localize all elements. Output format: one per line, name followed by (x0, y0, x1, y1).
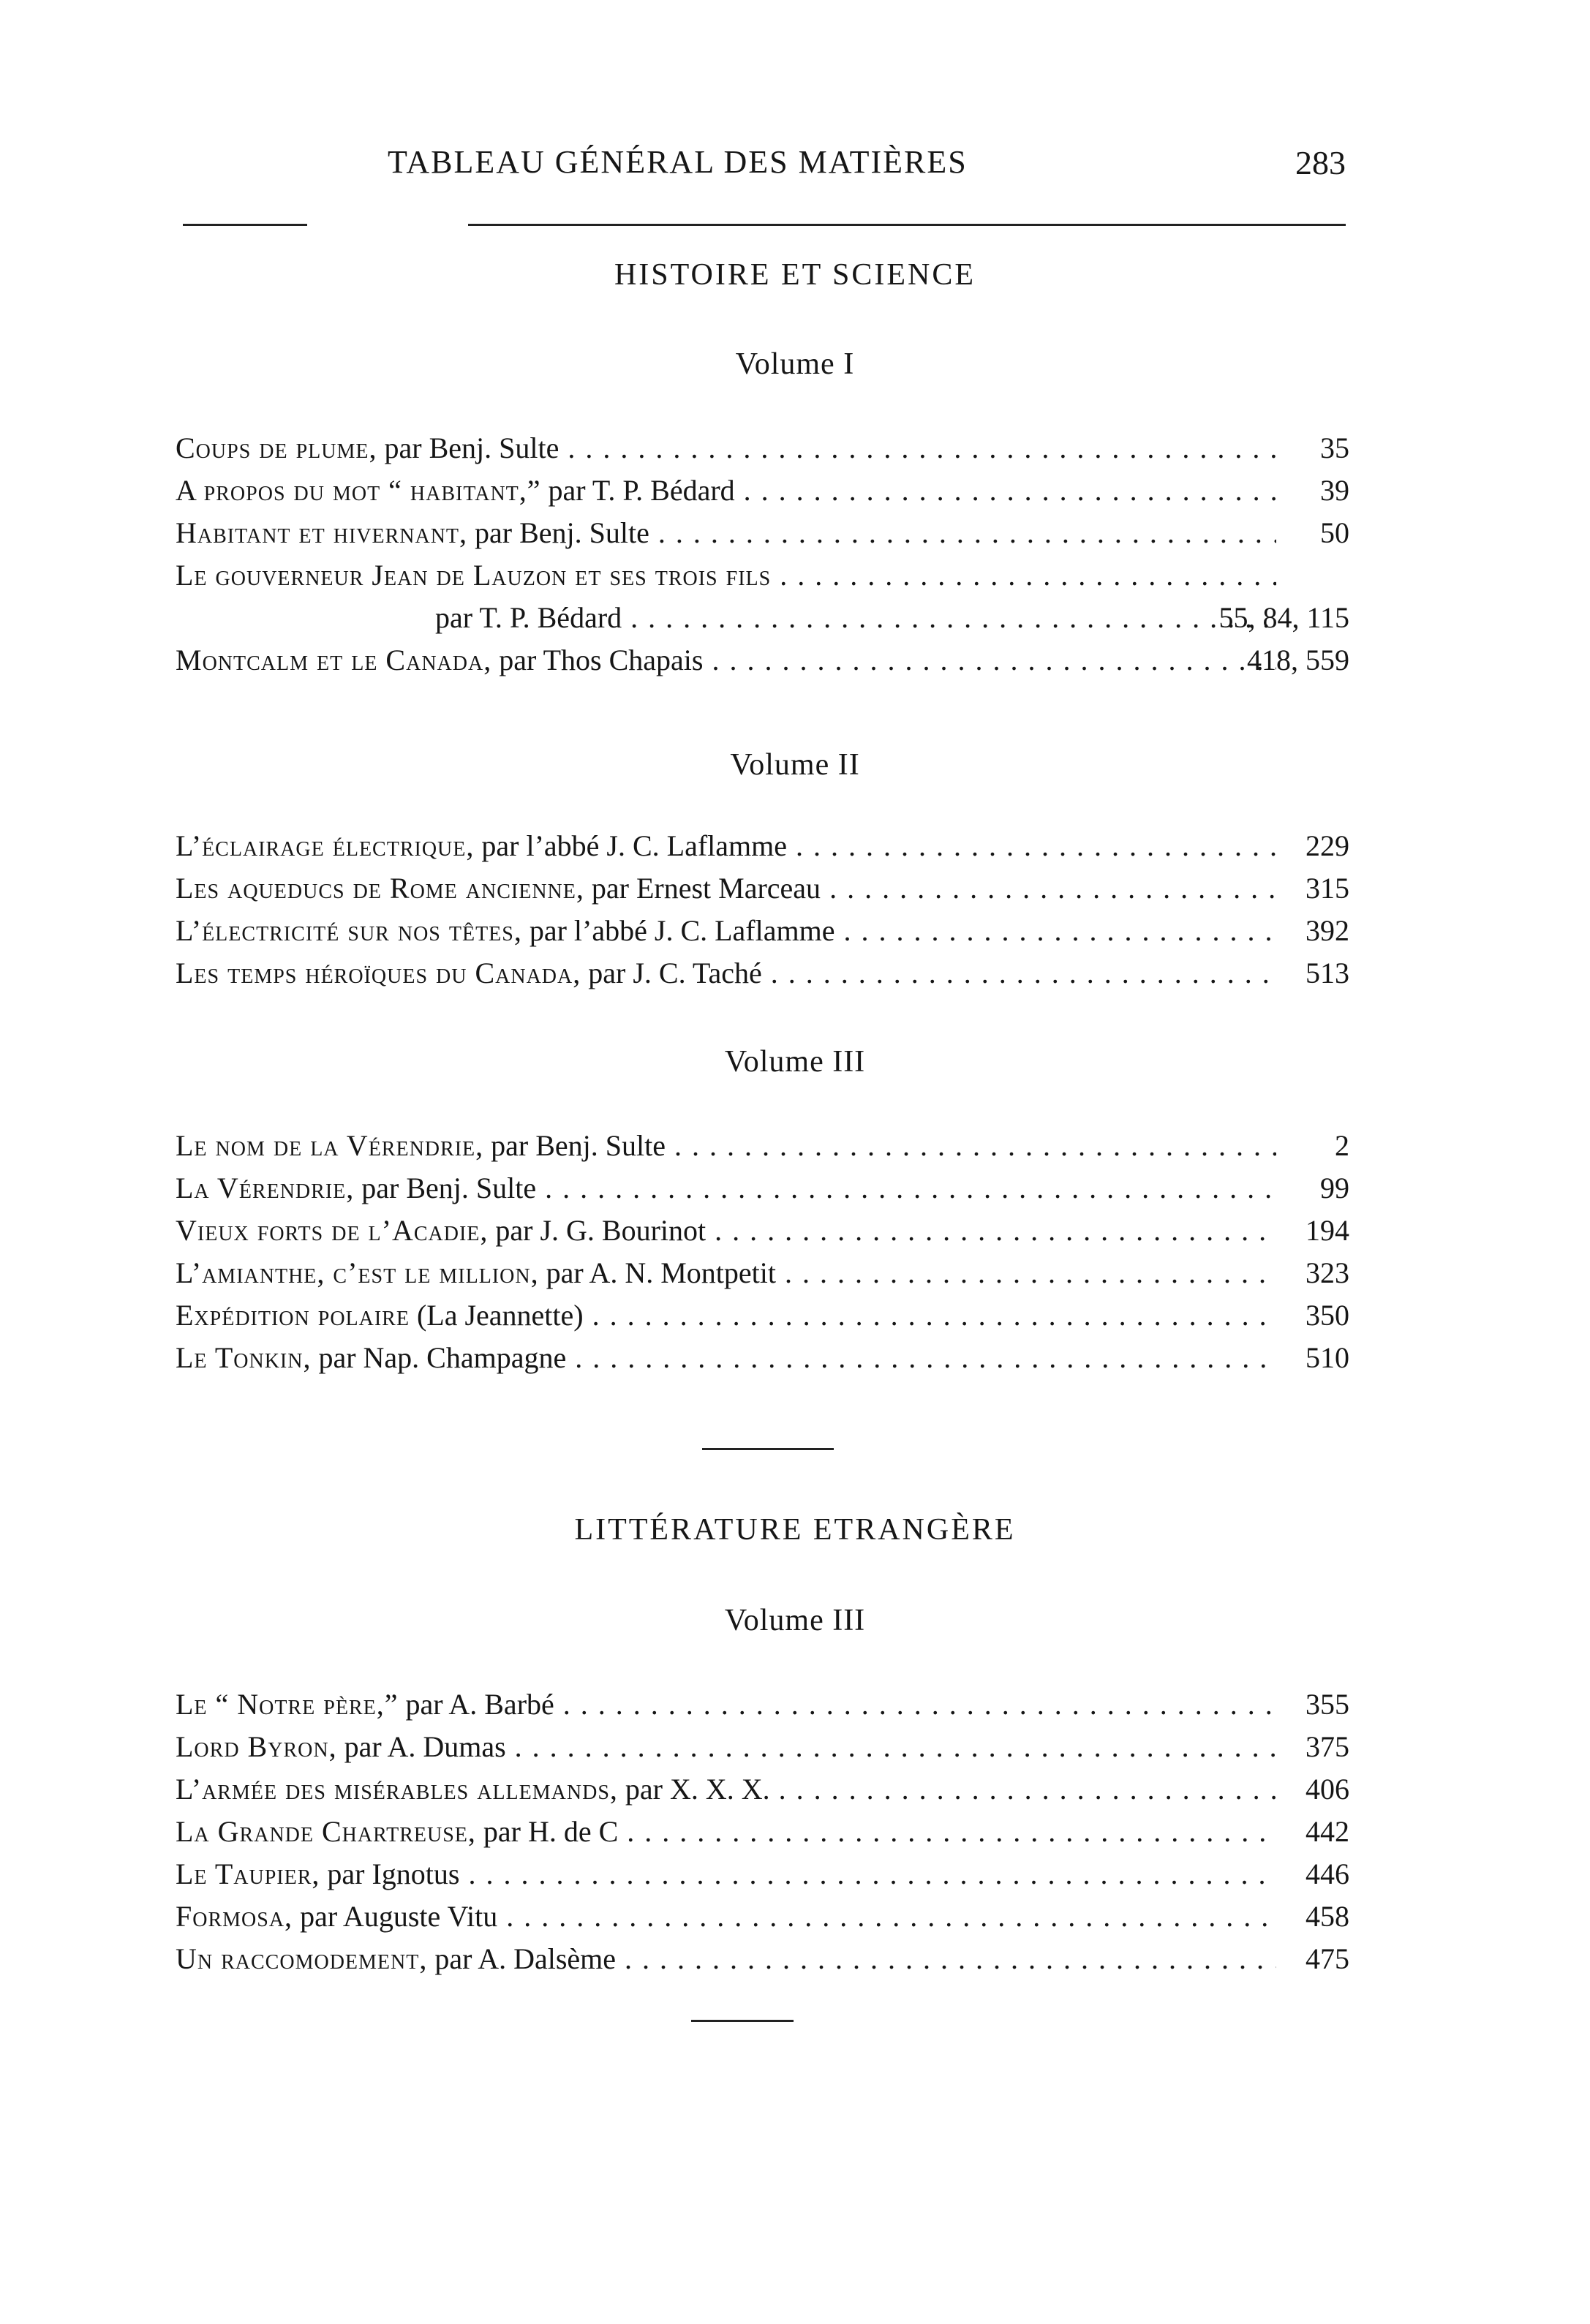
toc-entry[interactable]: Le nom de la Vérendrie, par Benj. Sulte . . . 2 (176, 1125, 1349, 1167)
section-heading-histoire: HISTOIRE ET SCIENCE (614, 258, 976, 292)
page-ref: 323 (1305, 1256, 1349, 1289)
toc-entry[interactable]: La Grande Chartreuse, par H. de C . . . 442 (176, 1811, 1349, 1853)
page-ref: 315 (1305, 872, 1349, 905)
running-title: TABLEAU GÉNÉRAL DES MATIÈRES (388, 144, 968, 180)
page-ref: 392 (1305, 914, 1349, 947)
page-ref: 375 (1305, 1730, 1349, 1763)
section-heading-litterature: LITTÉRATURE ETRANGÈRE (574, 1513, 1016, 1547)
toc-entry[interactable]: Montcalm et le Canada, par Thos Chapais . . . 418, 559 (176, 639, 1349, 682)
closing-rule (691, 2020, 794, 2022)
toc-entry[interactable]: Le Taupier, par Ignotus . . . 446 (176, 1853, 1349, 1895)
volume-heading: Volume II (730, 748, 860, 782)
toc-entry-continuation[interactable]: par T. P. Bédard . . . 55, 84, 115 (176, 597, 1349, 639)
toc-entry[interactable]: L’amianthe, c’est le million, par A. N. Montpetit . . . 323 (176, 1252, 1349, 1294)
toc-entry[interactable]: Expédition polaire (La Jeannette) . . . 350 (176, 1294, 1349, 1337)
toc-entry[interactable]: A propos du mot “ habitant,” par T. P. Bédard . . . 39 (176, 469, 1349, 512)
page-ref: 350 (1305, 1299, 1349, 1332)
header-rule-right (468, 224, 1346, 226)
toc-list-litterature-vol3 (176, 1683, 1349, 1980)
page-ref: 475 (1305, 1942, 1349, 1975)
volume-heading: Volume I (735, 347, 855, 381)
toc-entry[interactable]: Habitant et hivernant, par Benj. Sulte . . . 50 (176, 512, 1349, 554)
toc-entry[interactable]: Vieux forts de l’Acadie, par J. G. Bourinot . . . 194 (176, 1210, 1349, 1252)
toc-entry[interactable]: Lord Byron, par A. Dumas . . . 375 (176, 1726, 1349, 1768)
toc-list-histoire-vol1 (176, 427, 1349, 682)
toc-entry[interactable]: Le “ Notre père,” par A. Barbé . . . 355 (176, 1683, 1349, 1726)
page-ref: 442 (1305, 1815, 1349, 1848)
toc-entry[interactable]: L’éclairage électrique, par l’abbé J. C. Laflamme . . . 229 (176, 825, 1349, 867)
toc-entry[interactable]: Les aqueducs de Rome ancienne, par Ernest Marceau . . . 315 (176, 867, 1349, 910)
toc-entry[interactable]: Les temps héroïques du Canada, par J. C. Taché . . . 513 (176, 952, 1349, 995)
page-ref: 458 (1305, 1900, 1349, 1933)
toc-entry[interactable]: Formosa, par Auguste Vitu . . . 458 (176, 1895, 1349, 1938)
toc-list-histoire-vol2 (176, 825, 1349, 995)
page-ref: 229 (1305, 829, 1349, 862)
page-number: 283 (1295, 144, 1346, 181)
toc-entry[interactable]: Coups de plume, par Benj. Sulte . . . 35 (176, 427, 1349, 469)
page-ref: 194 (1305, 1214, 1349, 1247)
page-ref: 50 (1320, 516, 1349, 549)
header-rule-left (183, 224, 307, 226)
toc-entry[interactable]: La Vérendrie, par Benj. Sulte . . . 99 (176, 1167, 1349, 1210)
page-ref: 418, 559 (1247, 644, 1349, 676)
page-ref: 2 (1335, 1129, 1349, 1162)
page-ref: 355 (1305, 1688, 1349, 1721)
page-ref: 510 (1305, 1341, 1349, 1374)
toc-entry[interactable]: L’armée des misérables allemands, par X. X. X. . . . 406 (176, 1768, 1349, 1811)
page-ref: 513 (1305, 957, 1349, 989)
toc-entry[interactable]: Le Tonkin, par Nap. Champagne . . . 510 (176, 1337, 1349, 1379)
page-ref: 39 (1320, 474, 1349, 507)
running-head (183, 143, 1346, 184)
toc-list-histoire-vol3 (176, 1125, 1349, 1379)
page-ref: 406 (1305, 1773, 1349, 1806)
toc-entry[interactable]: Le gouverneur Jean de Lauzon et ses trois fils . . . (176, 554, 1349, 597)
section-divider (702, 1448, 834, 1450)
toc-entry[interactable]: L’électricité sur nos têtes, par l’abbé J. C. Laflamme . . . 392 (176, 910, 1349, 952)
volume-heading: Volume III (724, 1604, 866, 1637)
volume-heading: Volume III (724, 1045, 866, 1079)
toc-entry[interactable]: Un raccomodement, par A. Dalsème . . . 475 (176, 1938, 1349, 1980)
page-ref: 55, 84, 115 (1218, 601, 1349, 634)
page-ref: 446 (1305, 1857, 1349, 1890)
page-ref: 99 (1320, 1172, 1349, 1204)
page-ref: 35 (1320, 431, 1349, 464)
